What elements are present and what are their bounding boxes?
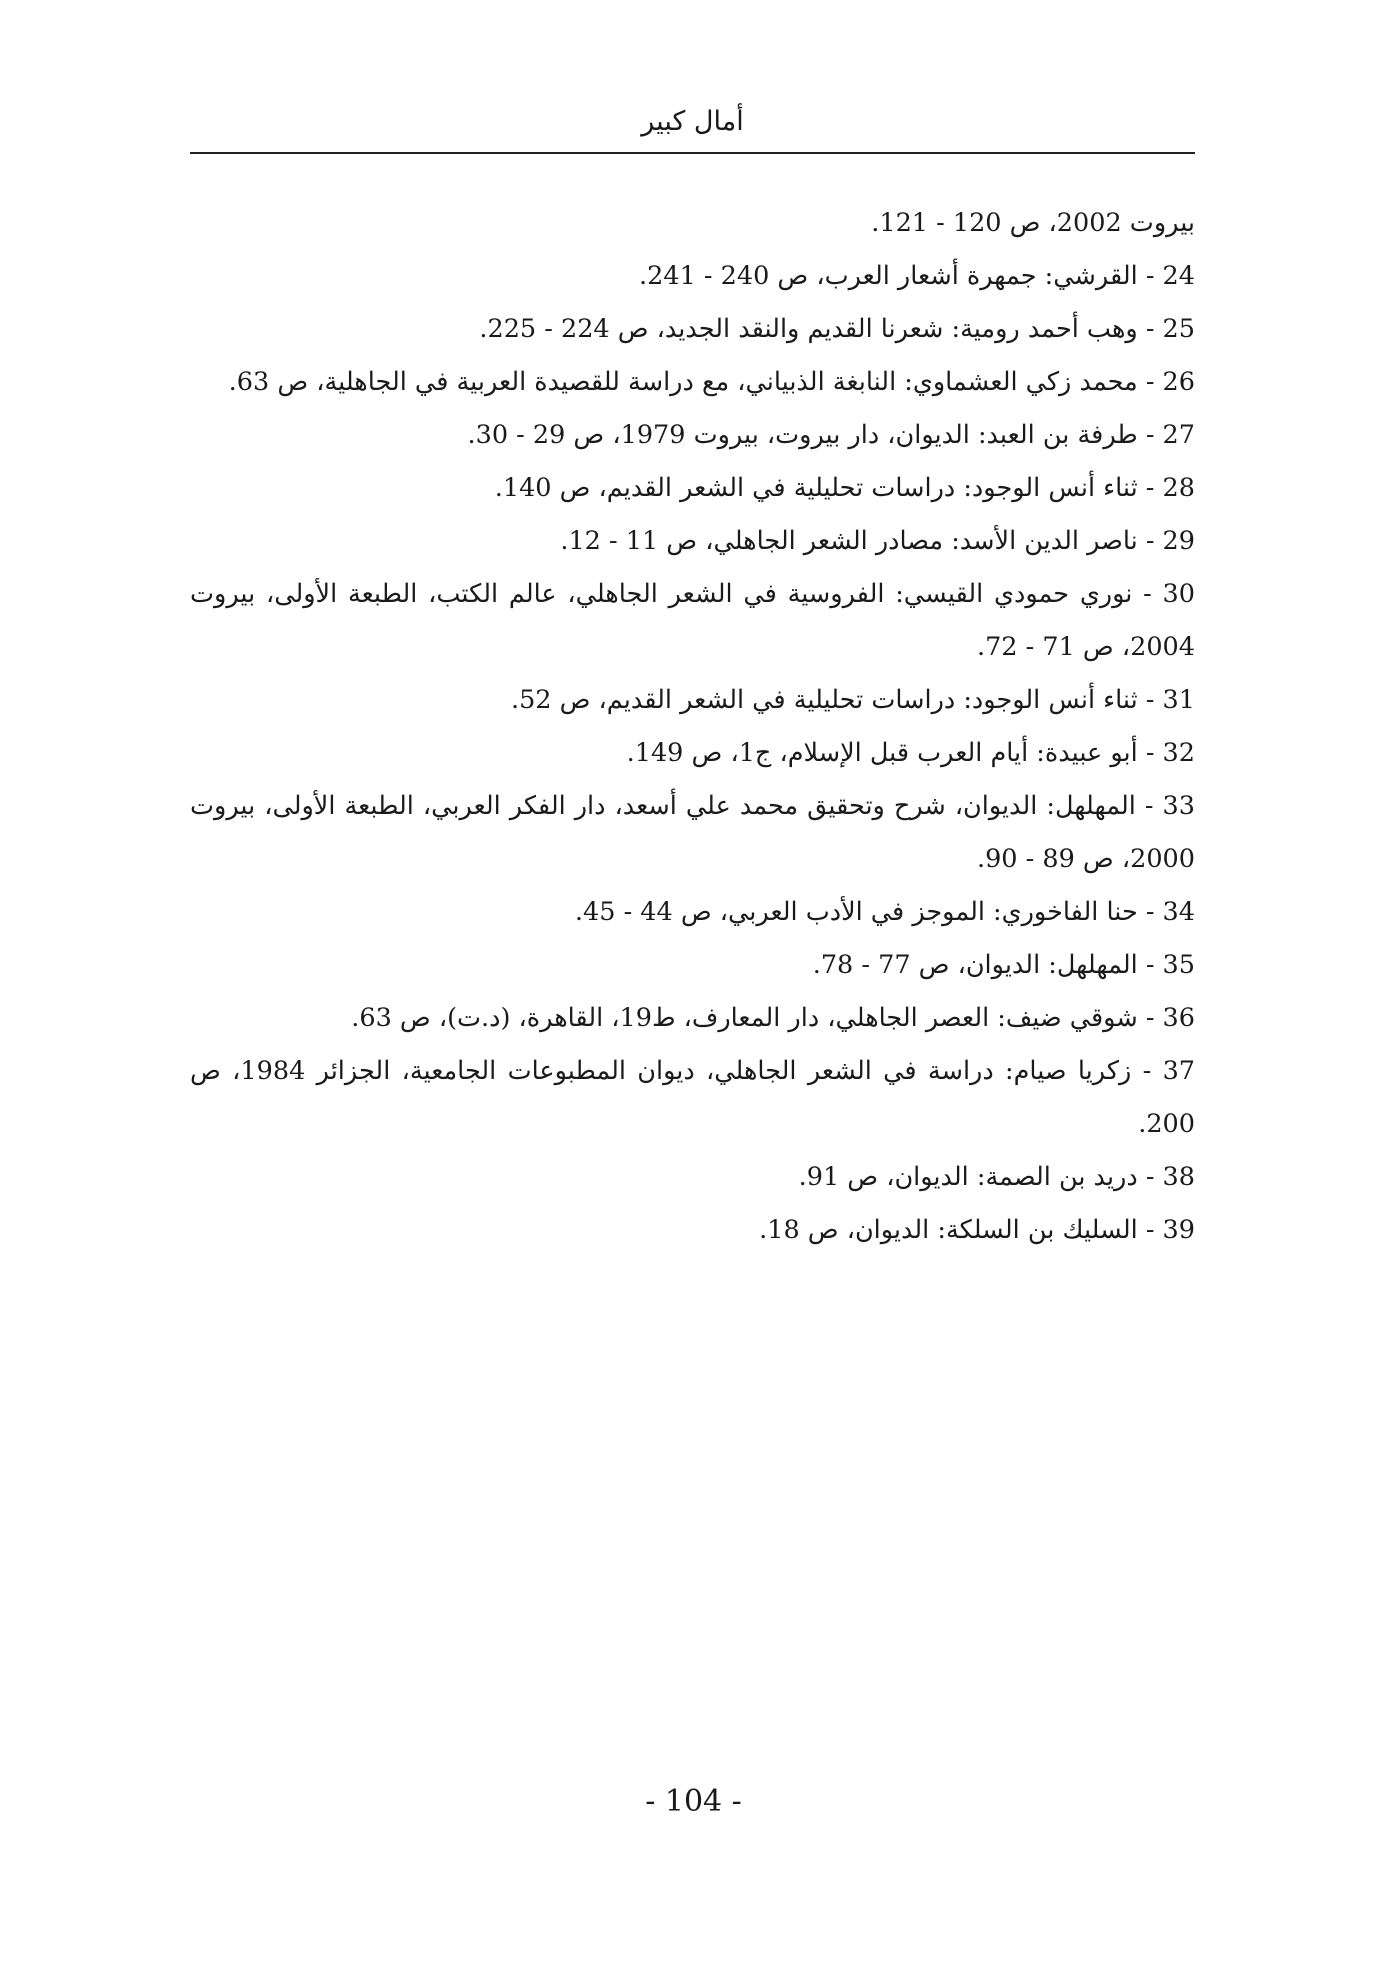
page-header bbox=[190, 92, 1195, 154]
endnote-31: 31 - ثناء أنس الوجود: دراسات تحليلية في الشعر القديم، ص 52. bbox=[510, 685, 1195, 715]
endnote-25: 25 - وهب أحمد رومية: شعرنا القديم والنقد الجديد، ص 224 - 225. bbox=[479, 314, 1195, 344]
endnote-30: 30 - نوري حمودي القيسي: الفروسية في الشعر الجاهلي، عالم الكتب، الطبعة الأولى، بيروت 2004، ص 71 - 72. bbox=[190, 579, 1195, 662]
endnote-continuation: بيروت 2002، ص 120 - 121. bbox=[871, 208, 1195, 238]
endnote-29: 29 - ناصر الدين الأسد: مصادر الشعر الجاهلي، ص 11 - 12. bbox=[560, 526, 1195, 556]
endnote-36: 36 - شوقي ضيف: العصر الجاهلي، دار المعارف، ط19، القاهرة، (د.ت)، ص 63. bbox=[351, 1003, 1195, 1033]
endnote-26: 26 - محمد زكي العشماوي: النابغة الذبياني، مع دراسة للقصيدة العربية في الجاهلية، ص 63. bbox=[228, 367, 1195, 397]
endnote-33: 33 - المهلهل: الديوان، شرح وتحقيق محمد علي أسعد، دار الفكر العربي، الطبعة الأولى، بيروت 2000، ص 89 - 90. bbox=[190, 791, 1195, 874]
endnote-37: 37 - زكريا صيام: دراسة في الشعر الجاهلي، ديوان المطبوعات الجامعية، الجزائر 1984، ص 200. bbox=[190, 1056, 1196, 1139]
endnotes-list bbox=[190, 197, 1195, 1257]
page-number: - 104 - bbox=[645, 1784, 742, 1819]
endnote-38: 38 - دريد بن الصمة: الديوان، ص 91. bbox=[798, 1162, 1195, 1192]
endnote-27: 27 - طرفة بن العبد: الديوان، دار بيروت، بيروت 1979، ص 29 - 30. bbox=[467, 420, 1195, 450]
endnote-24: 24 - القرشي: جمهرة أشعار العرب، ص 240 - 241. bbox=[639, 261, 1195, 291]
endnote-32: 32 - أبو عبيدة: أيام العرب قبل الإسلام، ج1، ص 149. bbox=[626, 738, 1195, 768]
endnote-28: 28 - ثناء أنس الوجود: دراسات تحليلية في الشعر القديم، ص 140. bbox=[494, 473, 1195, 503]
author-name: أمال كبير bbox=[641, 106, 744, 137]
endnote-39: 39 - السليك بن السلكة: الديوان، ص 18. bbox=[759, 1215, 1195, 1245]
endnote-34: 34 - حنا الفاخوري: الموجز في الأدب العربي، ص 44 - 45. bbox=[574, 897, 1195, 927]
endnote-35: 35 - المهلهل: الديوان، ص 77 - 78. bbox=[812, 950, 1195, 980]
